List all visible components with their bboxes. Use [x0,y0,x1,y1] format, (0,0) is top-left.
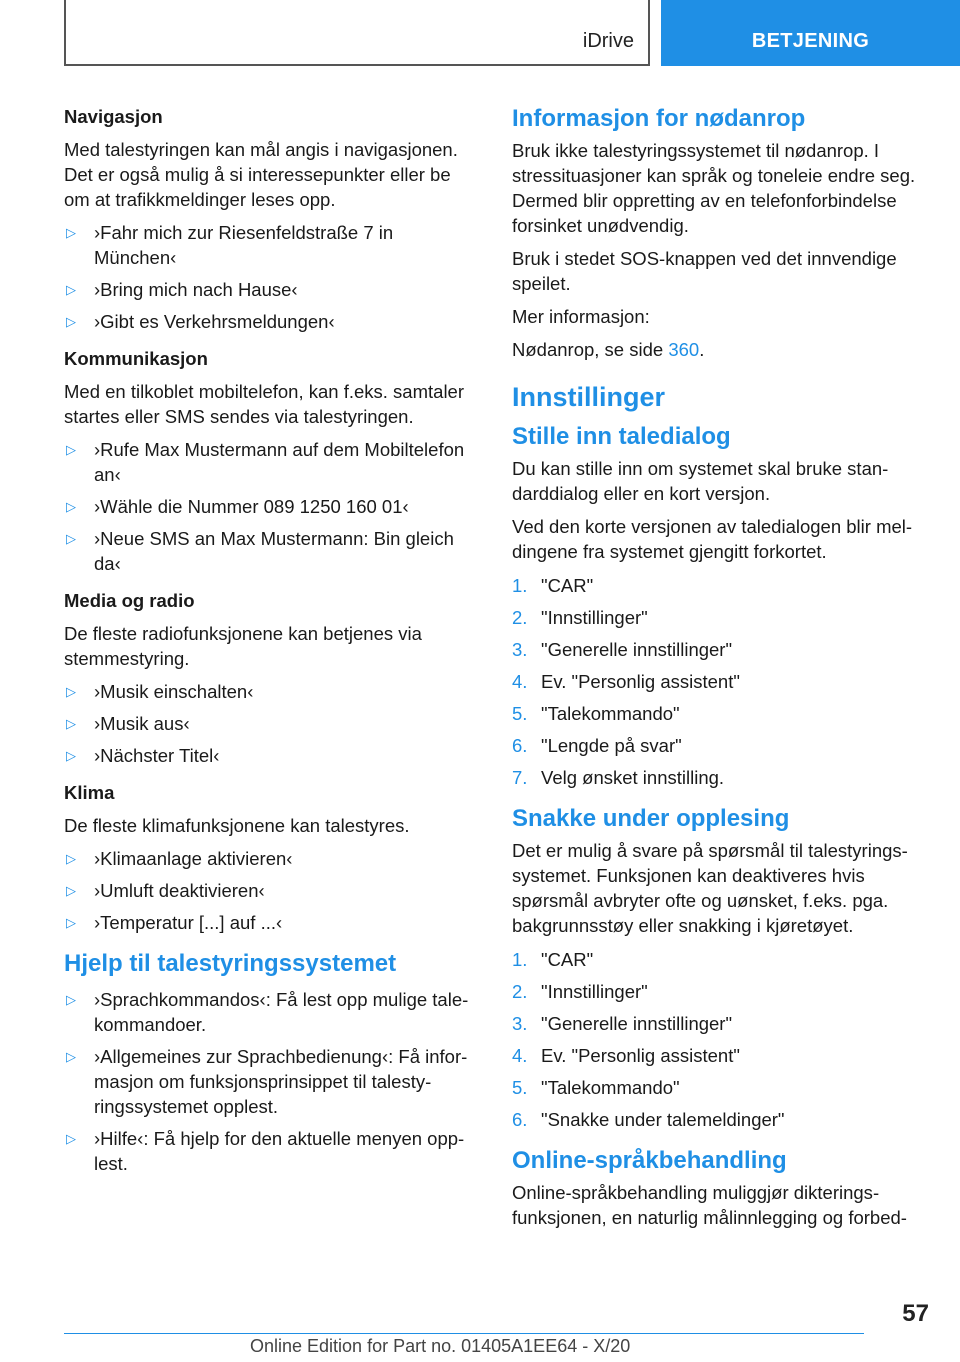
header-section-title: iDrive [582,30,634,52]
triangle-bullet-icon: ▷ [66,915,76,930]
help-heading: Hjelp til talestyringssystemet [64,950,397,977]
triangle-bullet-icon: ▷ [66,1049,76,1064]
barge-in-steps [512,947,928,1132]
emergency-info-text: Bruk ikke talestyringssystemet til nødanrop. I stressituasjoner kan språk og toneleie endre seg. Dermed blir oppretting av en telefonforbindelse forsinket unødvendig. [512,140,916,236]
emergency-sos-text: Bruk i stedet SOS-knappen ved det innvendige speilet. [512,248,897,294]
communication-commands [64,437,478,576]
list-item: 3. "Generelle innstillinger" [512,1013,733,1034]
emergency-reference: Nødanrop, se side 360. [512,339,705,360]
list-item: ▷ ›Rufe Max Mustermann auf dem Mobiltelefon an‹ [66,439,465,485]
triangle-bullet-icon: ▷ [66,1131,76,1146]
list-item: ▷ ›Klimaanlage aktivieren‹ [66,848,293,869]
triangle-bullet-icon: ▷ [66,282,76,297]
list-item: ▷ ›Fahr mich zur Riesenfeldstraße 7 in München‹ [66,222,394,268]
header-chapter-title: BETJENING [751,30,870,52]
list-item: ▷ ›Hilfe‹: Få hjelp for den aktuelle menyen opplest. [66,1128,465,1174]
climate-commands [64,846,478,935]
left-column [64,104,478,1183]
list-item: 5. "Talekommando" [512,703,680,724]
list-item: 6. "Lengde på svar" [512,735,682,756]
triangle-bullet-icon: ▷ [66,716,76,731]
triangle-bullet-icon: ▷ [66,883,76,898]
communication-heading: Kommunikasjon [64,348,208,369]
list-item: ▷ ›Allgemeines zur Sprachbedienung‹: Få informasjon om funksjonsprinsippet til talestyringssystemet opplest. [66,1046,468,1117]
triangle-bullet-icon: ▷ [66,684,76,699]
triangle-bullet-icon: ▷ [66,992,76,1007]
right-column [512,104,928,1230]
online-speech-text: Online-språkbehandling muliggjør dikteringsfunksjonen, en naturlig målinnlegging og forbed- [512,1182,907,1228]
list-item: 2. "Innstillinger" [512,981,648,1002]
list-item: 1. "CAR" [512,949,594,970]
header-chapter-tab[interactable] [661,0,960,66]
list-item: ▷ ›Musik aus‹ [66,713,190,734]
list-item: ▷ ›Nächster Titel‹ [66,745,220,766]
triangle-bullet-icon: ▷ [66,531,76,546]
triangle-bullet-icon: ▷ [66,225,76,240]
list-item: 5. "Talekommando" [512,1077,680,1098]
media-heading: Media og radio [64,590,195,611]
footer-edition: Online Edition for Part no. 01405A1EE64 - X/20 [250,1336,631,1356]
footer-divider [64,1333,864,1334]
list-item: 2. "Innstillinger" [512,607,648,628]
list-item: ▷ ›Gibt es Verkehrsmeldungen‹ [66,311,335,332]
communication-text: Med en tilkoblet mobiltelefon, kan f.eks. samtaler startes eller SMS sendes via talestyringen. [64,381,464,427]
list-item: ▷ ›Neue SMS an Max Mustermann: Bin gleich da‹ [66,528,454,574]
header-section-box [64,0,650,66]
media-commands [64,679,478,768]
list-item: 4. Ev. "Personlig assistent" [512,671,740,692]
list-item: 4. Ev. "Personlig assistent" [512,1045,740,1066]
list-item: ▷ ›Wähle die Nummer 089 1250 160 01‹ [66,496,409,517]
triangle-bullet-icon: ▷ [66,851,76,866]
dialog-heading: Stille inn taledialog [512,423,731,450]
media-text: De fleste radiofunksjonene kan betjenes via stemmestyring. [64,623,422,669]
dialog-text-1: Du kan stille inn om systemet skal bruke standarddialog eller en kort versjon. [512,458,889,504]
dialog-steps [512,573,928,790]
navigation-commands [64,220,478,334]
list-item: ▷ ›Bring mich nach Hause‹ [66,279,298,300]
list-item: 7. Velg ønsket innstilling. [512,767,725,788]
climate-text: De fleste klimafunksjonene kan talestyres. [64,815,410,836]
dialog-text-2: Ved den korte versjonen av taledialogen blir meldingene fra systemet gjengitt forkortet. [512,516,913,562]
list-item: 1. "CAR" [512,575,594,596]
list-item: 6. "Snakke under talemeldinger" [512,1109,785,1130]
list-item: ▷ ›Umluft deaktivieren‹ [66,880,265,901]
emergency-info-heading: Informasjon for nødanrop [512,105,806,132]
triangle-bullet-icon: ▷ [66,442,76,457]
page-number: 57 [902,1300,929,1327]
list-item: ▷ ›Sprachkommandos‹: Få lest opp mulige talekommandoer. [66,989,469,1035]
climate-heading: Klima [64,782,115,803]
barge-in-text: Det er mulig å svare på spørsmål til talestyringssystemet. Funksjonen kan deaktiveres hvis spørsmål avbryter ofte og uønsket, f.eks. pga. bakgrunnsstøy eller snakking i kjøretøyet. [512,840,908,936]
barge-in-heading: Snakke under opplesing [512,805,790,832]
navigation-heading: Navigasjon [64,106,163,127]
more-info-label: Mer informasjon: [512,306,650,327]
triangle-bullet-icon: ▷ [66,314,76,329]
page-reference-link[interactable]: 360 [668,339,700,360]
online-speech-heading: Online-språkbehandling [512,1147,787,1174]
list-item: ▷ ›Musik einschalten‹ [66,681,254,702]
navigation-text: Med talestyringen kan mål angis i navigasjonen. Det er også mulig å si interessepunkter eller be om at trafikkmeldinger leses opp. [64,139,458,210]
triangle-bullet-icon: ▷ [66,499,76,514]
help-commands [64,987,478,1176]
list-item: 3. "Generelle innstillinger" [512,639,733,660]
triangle-bullet-icon: ▷ [66,748,76,763]
settings-heading: Innstillinger [512,382,666,412]
list-item: ▷ ›Temperatur [...] auf ...‹ [66,912,283,933]
